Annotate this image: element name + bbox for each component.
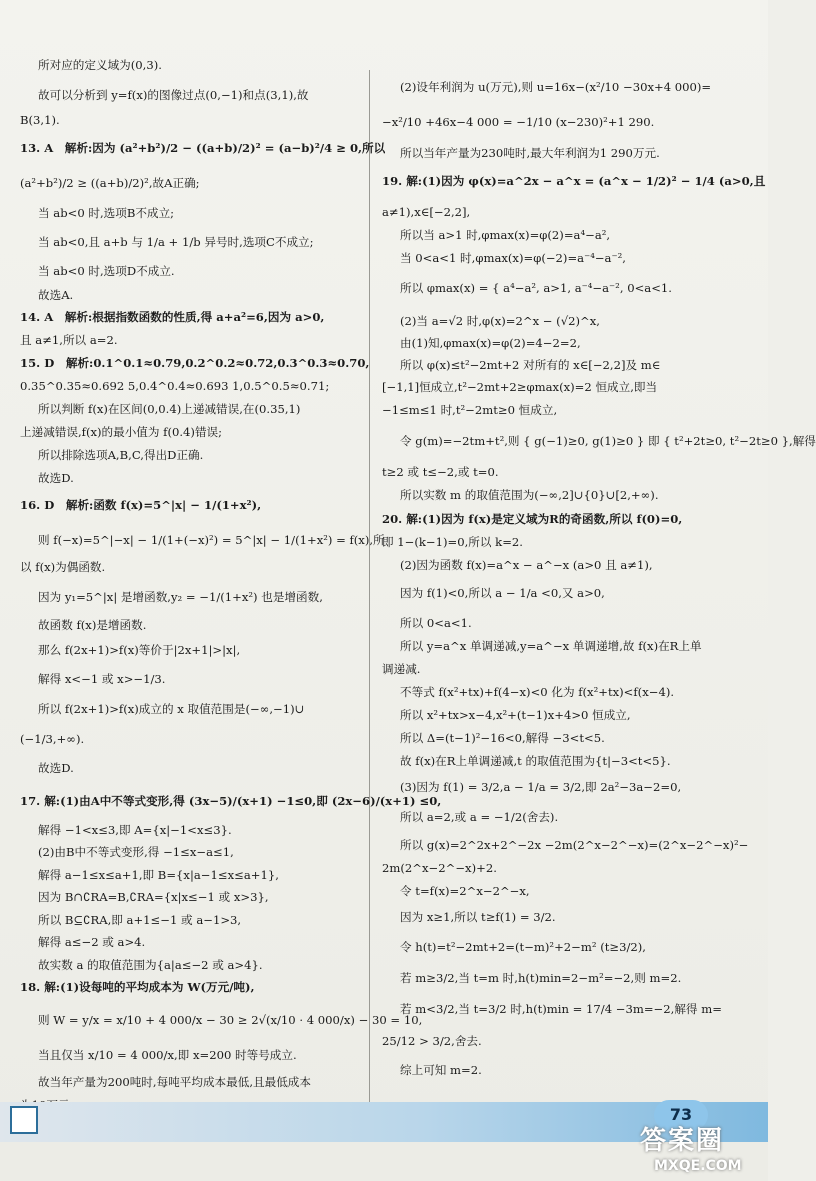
footer-square-icon [10,1106,38,1134]
text-line: (a²+b²)/2 ≥ ((a+b)/2)²,故A正确; [20,176,200,190]
text-line: 解得 x<−1 或 x>−1/3. [38,672,166,686]
text-line: 故 f(x)在R上单调递减,t 的取值范围为{t|−3<t<5}. [400,754,671,768]
text-line: t≥2 或 t≤−2,或 t=0. [382,465,499,479]
text-line: 因为 B∩∁RA=B,∁RA={x|x≤−1 或 x>3}, [38,890,269,904]
text-line: (2)由B中不等式变形,得 −1≤x−a≤1, [38,845,234,859]
text-line: 不等式 f(x²+tx)+f(4−x)<0 化为 f(x²+tx)<f(x−4). [400,685,675,699]
text-line: 调递减. [382,662,421,676]
text-line: 即 1−(k−1)=0,所以 k=2. [382,535,523,549]
answer-20: 20. 解:(1)因为 f(x)是定义域为R的奇函数,所以 f(0)=0, [382,512,683,526]
text-line: 所以 x²+tx>x−4,x²+(t−1)x+4>0 恒成立, [400,708,631,722]
page-number: 73 [654,1100,708,1130]
watermark-logo: 答案圈 [640,1126,725,1156]
text-line: (3)因为 f(1) = 3/2,a − 1/a = 3/2,即 2a²−3a−2=0, [400,780,682,794]
text-line: 所以 Δ=(t−1)²−16<0,解得 −3<t<5. [400,731,605,745]
text-line: 若 m<3/2,当 t=3/2 时,h(t)min = 17/4 −3m=−2,解得 m= [400,1002,722,1016]
text-line: 所以 φmax(x) = { a⁴−a², a>1, a⁻⁴−a⁻², 0<a<1. [400,281,672,295]
text-line: 那么 f(2x+1)>f(x)等价于|2x+1|>|x|, [38,643,241,657]
text-line: 当 ab<0,且 a+b 与 1/a + 1/b 异号时,选项C不成立; [38,235,314,249]
text-line: 故可以分析到 y=f(x)的图像过点(0,−1)和点(3,1),故 [38,88,309,102]
text-line: 故选D. [38,761,74,775]
text-line: 故函数 f(x)是增函数. [38,618,147,632]
text-line: 所以实数 m 的取值范围为(−∞,2]∪{0}∪[2,+∞). [400,488,659,502]
text-line: 当且仅当 x/10 = 4 000/x,即 x=200 时等号成立. [38,1048,297,1062]
text-line: 所以排除选项A,B,C,得出D正确. [38,448,204,462]
text-line: 以 f(x)为偶函数. [20,560,106,574]
text-line: 由(1)知,φmax(x)=φ(2)=4−2=2, [400,336,581,350]
text-line: 若 m≥3/2,当 t=m 时,h(t)min=2−m²=−2,则 m=2. [400,971,682,985]
text-line: 所以判断 f(x)在区间(0,0.4)上递减错误,在(0.35,1) [38,402,301,416]
text-line: 当 ab<0 时,选项B不成立; [38,206,175,220]
text-line: 当 ab<0 时,选项D不成立. [38,264,175,278]
text-line: (2)设年利润为 u(万元),则 u=16x−(x²/10 −30x+4 000)= [400,80,712,94]
text-line: −x²/10 +46x−4 000 = −1/10 (x−230)²+1 290. [382,115,655,129]
text-line: [−1,1]恒成立,t²−2mt+2≥φmax(x)=2 恒成立,即当 [382,380,658,394]
text-line: 解得 a−1≤x≤a+1,即 B={x|a−1≤x≤a+1}, [38,868,279,882]
text-line: 25/12 > 3/2,舍去. [382,1034,482,1048]
answer-15: 15. D 解析:0.1^0.1≈0.79,0.2^0.2≈0.72,0.3^0.3≈0.70, [20,356,370,370]
text-line: 令 g(m)=−2tm+t²,则 { g(−1)≥0, g(1)≥0 } 即 { t²+2t≥0, t²−2t≥0 },解得 [400,434,816,448]
answer-18: 18. 解:(1)设每吨的平均成本为 W(万元/吨), [20,980,255,994]
text-line: 所以 f(2x+1)>f(x)成立的 x 取值范围是(−∞,−1)∪ [38,702,305,716]
text-line: 则 W = y/x = x/10 + 4 000/x − 30 ≥ 2√(x/10 · 4 000/x) − 30 = 10, [38,1013,423,1027]
text-line: 因为 y₁=5^|x| 是增函数,y₂ = −1/(1+x²) 也是增函数, [38,590,323,604]
text-line: 所以 B⊆∁RA,即 a+1≤−1 或 a−1>3, [38,913,242,927]
text-line: (−1/3,+∞). [20,732,85,746]
text-line: 所以 a=2,或 a = −1/2(舍去). [400,810,559,824]
text-line: 故实数 a 的取值范围为{a|a≤−2 或 a>4}. [38,958,263,972]
answer-16: 16. D 解析:函数 f(x)=5^|x| − 1/(1+x²), [20,498,262,512]
text-line: (2)当 a=√2 时,φ(x)=2^x − (√2)^x, [400,314,600,328]
text-line: 故当年产量为200吨时,每吨平均成本最低,且最低成本 [38,1075,311,1089]
text-line: 解得 −1<x≤3,即 A={x|−1<x≤3}. [38,823,232,837]
text-line: −1≤m≤1 时,t²−2mt≥0 恒成立, [382,403,558,417]
text-line: 当 0<a<1 时,φmax(x)=φ(−2)=a⁻⁴−a⁻², [400,251,626,265]
text-line: B(3,1). [20,113,60,127]
answer-19: 19. 解:(1)因为 φ(x)=a^2x − a^x = (a^x − 1/2)² − 1/4 (a>0,且 [382,174,766,188]
watermark-site: MXQE.COM [654,1158,742,1174]
answer-13: 13. A 解析:因为 (a²+b²)/2 − ((a+b)/2)² = (a−b)²/4 ≥ 0,所以 [20,141,386,155]
answer-17: 17. 解:(1)由A中不等式变形,得 (3x−5)/(x+1) −1≤0,即 (2x−6)/(x+1) ≤0, [20,794,442,808]
text-line: 2m(2^x−2^−x)+2. [382,861,497,875]
text-line: 则 f(−x)=5^|−x| − 1/(1+(−x)²) = 5^|x| − 1/(1+x²) = f(x),所 [38,533,385,547]
text-line: 所以当 a>1 时,φmax(x)=φ(2)=a⁴−a², [400,228,611,242]
text-line: 所以 0<a<1. [400,616,472,630]
text-line: 令 t=f(x)=2^x−2^−x, [400,884,530,898]
text-line: 所以当年产量为230吨时,最大年利润为1 290万元. [400,146,660,160]
column-divider [369,70,370,1115]
answer-14: 14. A 解析:根据指数函数的性质,得 a+a²=6,因为 a>0, [20,310,325,324]
text-line: 上递减错误,f(x)的最小值为 f(0.4)错误; [20,425,223,439]
text-line: 故选D. [38,471,74,485]
text-line: 且 a≠1,所以 a=2. [20,333,118,347]
text-line: 所以 y=a^x 单调递减,y=a^−x 单调递增,故 f(x)在R上单 [400,639,702,653]
text-line: (2)因为函数 f(x)=a^x − a^−x (a>0 且 a≠1), [400,558,653,572]
text-line: 故选A. [38,288,74,302]
text-line: 因为 x≥1,所以 t≥f(1) = 3/2. [400,910,556,924]
text-line: 所对应的定义域为(0,3). [38,58,162,72]
text-line: 解得 a≤−2 或 a>4. [38,935,146,949]
text-line: 令 h(t)=t²−2mt+2=(t−m)²+2−m² (t≥3/2), [400,940,646,954]
text-line: 因为 f(1)<0,所以 a − 1/a <0,又 a>0, [400,586,605,600]
text-line: a≠1),x∈[−2,2], [382,205,471,219]
text-line: 0.35^0.35≈0.692 5,0.4^0.4≈0.693 1,0.5^0.5≈0.71; [20,379,330,393]
text-line: 所以 g(x)=2^2x+2^−2x −2m(2^x−2^−x)=(2^x−2^−x)²− [400,838,749,852]
text-line: 综上可知 m=2. [400,1063,482,1077]
text-line: 所以 φ(x)≤t²−2mt+2 对所有的 x∈[−2,2]及 m∈ [400,358,661,372]
